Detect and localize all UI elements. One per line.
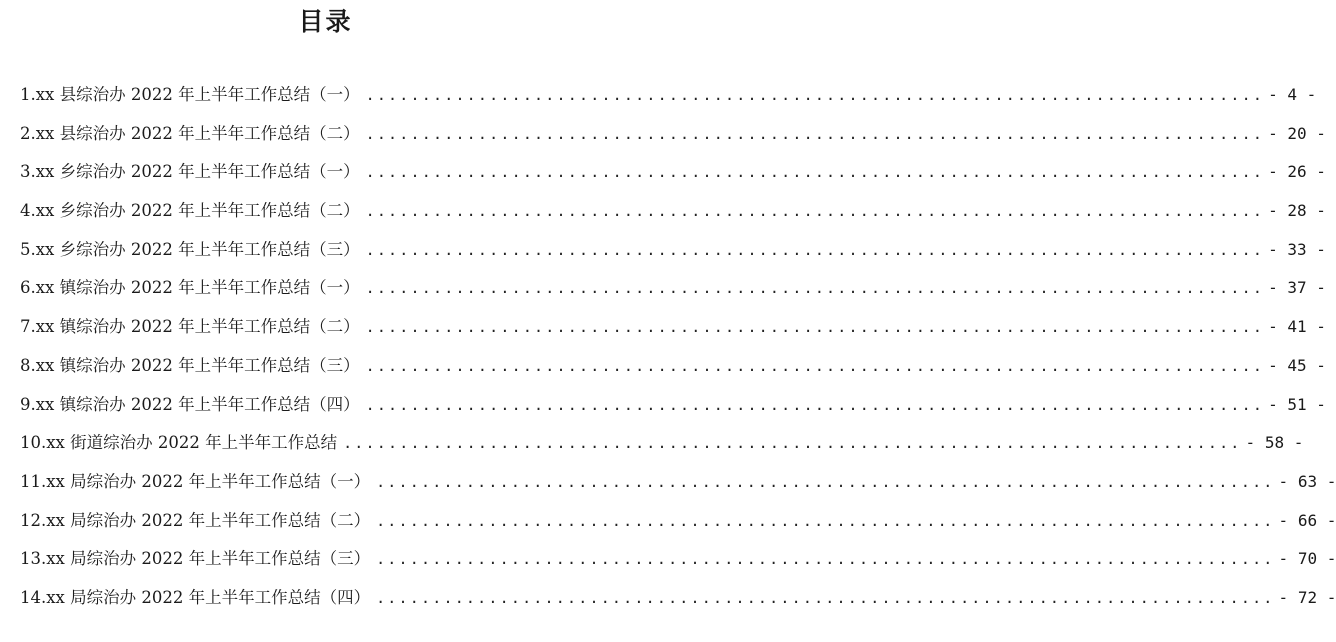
toc-entry[interactable] — [20, 386, 1326, 425]
toc-entry-page: - 28 - — [1268, 201, 1326, 221]
toc-entry-page: - 26 - — [1268, 162, 1326, 182]
toc-entry[interactable] — [20, 502, 1336, 541]
toc-entry-page: - 58 - — [1245, 433, 1304, 453]
toc-entry-page: - 66 - — [1278, 510, 1336, 530]
toc-entry-text: 8.xx 镇综治办 2022 年上半年工作总结（三） — [20, 355, 360, 375]
toc-entry[interactable] — [20, 579, 1336, 618]
toc-entry-page: - 37 - — [1268, 278, 1326, 298]
toc-leader-dots: ................................................................................ — [365, 279, 1265, 298]
toc-entry-page: - 4 - — [1268, 85, 1317, 104]
toc-entry-text: 7.xx 镇综治办 2022 年上半年工作总结（二） — [20, 317, 360, 337]
toc-leader-dots: ................................................................................ — [365, 86, 1265, 104]
toc-leader-dots: ................................................................................ — [365, 395, 1265, 414]
toc-entry-text: 11.xx 局综治办 2022 年上半年工作总结（一） — [20, 471, 371, 491]
toc-entry-page: - 51 - — [1268, 394, 1326, 414]
toc-entry-page: - 72 - — [1278, 587, 1336, 607]
toc-entry-text: 14.xx 局综治办 2022 年上半年工作总结（四） — [20, 587, 371, 607]
toc-entry[interactable] — [20, 115, 1326, 154]
toc-entry-text: 2.xx 县综治办 2022 年上半年工作总结（二） — [20, 123, 360, 143]
toc-leader-dots: ................................................................................ — [365, 318, 1265, 337]
toc-entry[interactable] — [20, 153, 1326, 192]
toc-entry-text: 10.xx 街道综治办 2022 年上半年工作总结 — [20, 433, 338, 453]
toc-leader-dots: ................................................................................ — [365, 163, 1265, 182]
toc-leader-dots: ................................................................................ — [376, 472, 1275, 491]
toc-entry-page: - 20 - — [1268, 123, 1326, 143]
toc-entry-text: 4.xx 乡综治办 2022 年上半年工作总结（二） — [20, 201, 360, 221]
toc-leader-dots: ................................................................................ — [365, 240, 1265, 259]
toc-leader-dots: ................................................................................ — [365, 202, 1265, 221]
toc-leader-dots: ................................................................................ — [365, 124, 1265, 143]
toc-entry[interactable] — [20, 192, 1326, 231]
toc-leader-dots: ................................................................................ — [376, 588, 1275, 607]
toc-entry-text: 3.xx 乡综治办 2022 年上半年工作总结（一） — [20, 162, 360, 182]
toc-entry-page: - 70 - — [1278, 549, 1336, 569]
toc-leader-dots: ................................................................................ — [376, 511, 1275, 530]
toc-leader-dots: ................................................................................ — [376, 550, 1275, 569]
toc-leader-dots: ................................................................................ — [343, 434, 1242, 453]
toc-entry-text: 12.xx 局综治办 2022 年上半年工作总结（二） — [20, 510, 371, 530]
toc-entry-page: - 45 - — [1268, 355, 1326, 375]
toc-list — [20, 76, 1336, 618]
toc-entry-text: 1.xx 县综治办 2022 年上半年工作总结（一） — [20, 85, 360, 104]
toc-entry[interactable] — [20, 231, 1326, 270]
toc-leader-dots: ................................................................................ — [365, 356, 1265, 375]
toc-entry[interactable] — [20, 76, 1317, 115]
toc-entry[interactable] — [20, 463, 1336, 502]
toc-entry-text: 6.xx 镇综治办 2022 年上半年工作总结（一） — [20, 278, 360, 298]
toc-title: 目录 — [298, 7, 353, 36]
toc-entry-text: 5.xx 乡综治办 2022 年上半年工作总结（三） — [20, 239, 360, 259]
toc-entry-text: 9.xx 镇综治办 2022 年上半年工作总结（四） — [20, 394, 360, 414]
toc-entry-text: 13.xx 局综治办 2022 年上半年工作总结（三） — [20, 549, 371, 569]
toc-entry[interactable] — [20, 269, 1326, 308]
toc-entry-page: - 33 - — [1268, 239, 1326, 259]
toc-entry[interactable] — [20, 347, 1326, 386]
toc-entry-page: - 63 - — [1278, 471, 1336, 491]
toc-entry[interactable] — [20, 540, 1336, 579]
toc-entry[interactable] — [20, 424, 1304, 463]
toc-entry[interactable] — [20, 308, 1326, 347]
toc-entry-page: - 41 - — [1268, 317, 1326, 337]
